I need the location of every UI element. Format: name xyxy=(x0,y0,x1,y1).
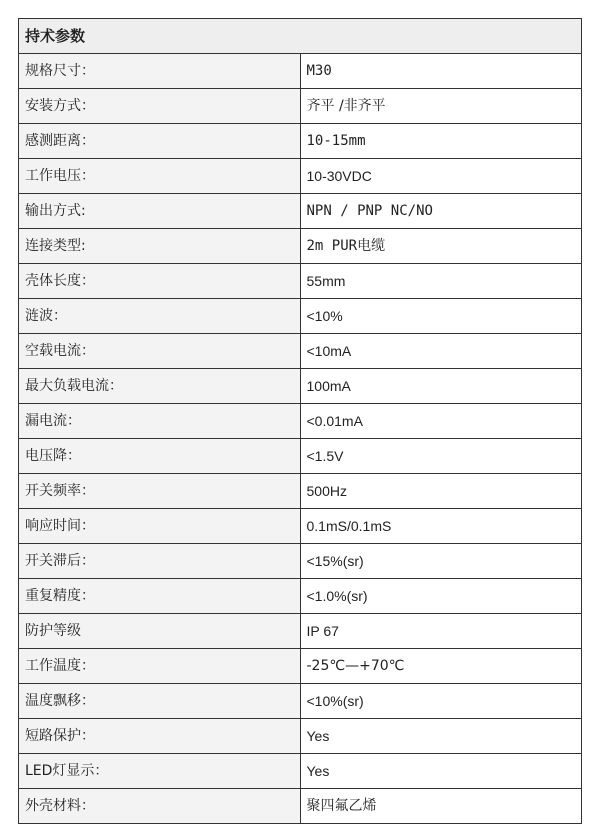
row-value: NPN / PNP NC/NO xyxy=(300,194,582,229)
row-value: <10%(sr) xyxy=(300,684,582,719)
table-title: 持术参数 xyxy=(19,19,582,54)
row-label: 防护等级 xyxy=(19,614,301,649)
row-label: 电压降： xyxy=(19,439,301,474)
row-label: 开关频率： xyxy=(19,474,301,509)
row-label: 外壳材料： xyxy=(19,789,301,824)
table-row xyxy=(19,789,582,824)
row-value: <0.01mA xyxy=(300,404,582,439)
row-value: 55mm xyxy=(300,264,582,299)
row-value: 0.1mS/0.1mS xyxy=(300,509,582,544)
row-value: 聚四氟乙烯 xyxy=(300,789,582,824)
table-row xyxy=(19,439,582,474)
table-row xyxy=(19,229,582,264)
row-label: 工作温度： xyxy=(19,649,301,684)
row-value: 100mA xyxy=(300,369,582,404)
row-value: <15%(sr) xyxy=(300,544,582,579)
table-row xyxy=(19,579,582,614)
row-value: <1.5V xyxy=(300,439,582,474)
table-row xyxy=(19,649,582,684)
table-row xyxy=(19,474,582,509)
table-row xyxy=(19,404,582,439)
table-row xyxy=(19,369,582,404)
row-value: IP 67 xyxy=(300,614,582,649)
row-value: 10-30VDC xyxy=(300,159,582,194)
row-value: Yes xyxy=(300,719,582,754)
row-value: <10mA xyxy=(300,334,582,369)
table-row xyxy=(19,54,582,89)
row-label: 规格尺寸： xyxy=(19,54,301,89)
table-row xyxy=(19,334,582,369)
table-row xyxy=(19,509,582,544)
row-label: 重复精度： xyxy=(19,579,301,614)
table-row xyxy=(19,264,582,299)
row-value: 500Hz xyxy=(300,474,582,509)
row-value: 齐平 /非齐平 xyxy=(300,89,582,124)
row-value: <10% xyxy=(300,299,582,334)
row-label: 感测距离： xyxy=(19,124,301,159)
row-label: 输出方式: xyxy=(19,194,301,229)
spec-table xyxy=(18,18,582,824)
row-value: 2m PUR电缆 xyxy=(300,229,582,264)
table-header-row xyxy=(19,19,582,54)
row-value: -25℃—+70℃ xyxy=(300,649,582,684)
row-label: 响应时间： xyxy=(19,509,301,544)
table-row xyxy=(19,754,582,789)
row-value: M30 xyxy=(300,54,582,89)
table-row xyxy=(19,124,582,159)
row-value: 10-15mm xyxy=(300,124,582,159)
row-label: 开关滞后： xyxy=(19,544,301,579)
table-row xyxy=(19,89,582,124)
row-label: 最大负载电流： xyxy=(19,369,301,404)
table-row xyxy=(19,159,582,194)
table-row xyxy=(19,544,582,579)
row-label: 漏电流： xyxy=(19,404,301,439)
row-label: 安装方式： xyxy=(19,89,301,124)
row-label: 短路保护： xyxy=(19,719,301,754)
row-label: 温度飘移： xyxy=(19,684,301,719)
row-label: 连接类型: xyxy=(19,229,301,264)
table-row xyxy=(19,719,582,754)
row-label: 壳体长度： xyxy=(19,264,301,299)
row-value: Yes xyxy=(300,754,582,789)
table-row xyxy=(19,614,582,649)
table-row xyxy=(19,299,582,334)
row-label: 工作电压： xyxy=(19,159,301,194)
row-label: 涟波： xyxy=(19,299,301,334)
row-label: 空载电流： xyxy=(19,334,301,369)
row-label: LED灯显示： xyxy=(19,754,301,789)
row-value: <1.0%(sr) xyxy=(300,579,582,614)
table-row xyxy=(19,684,582,719)
table-row xyxy=(19,194,582,229)
